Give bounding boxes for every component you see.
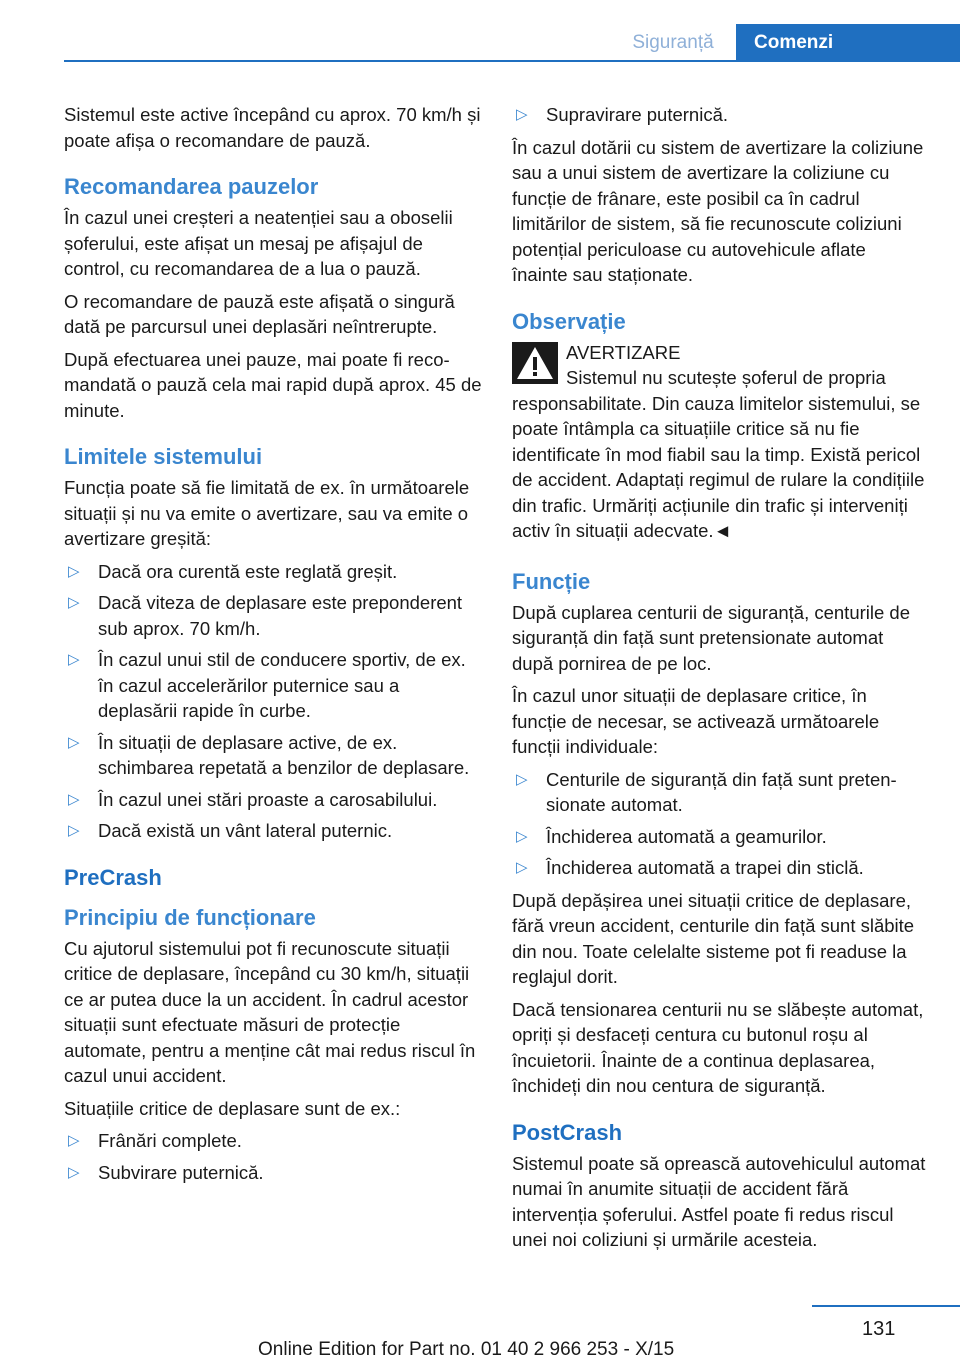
- warning-title: AVERTIZARE: [566, 341, 681, 363]
- footer-divider: [812, 1305, 960, 1307]
- heading-limitele-sistemului: Limitele sistemului: [64, 444, 263, 469]
- paragraph: În cazul unei creșteri a neatenției sau a oboselii șoferului, este afișat un mesaj pe afișajul de control, cu recomandarea de a lua o pauză.: [64, 207, 453, 279]
- heading-postcrash: PostCrash: [512, 1119, 623, 1145]
- limitations-list: [64, 559, 482, 844]
- triangle-right-icon: ▷: [68, 822, 80, 839]
- triangle-right-icon: ▷: [68, 733, 80, 751]
- heading-observatie: Observație: [512, 308, 626, 334]
- triangle-right-icon: ▷: [68, 790, 80, 808]
- paragraph: În cazul unor situații de deplasare critice, în funcție de necesar, se activează următoarele funcții individuale:: [512, 685, 880, 757]
- triangle-right-icon: ▷: [68, 594, 80, 611]
- left-column: [64, 102, 482, 1192]
- triangle-right-icon: ▷: [516, 106, 528, 123]
- header-divider: [64, 60, 960, 62]
- critical-situations-list: [64, 1128, 482, 1185]
- triangle-right-icon: ▷: [68, 1132, 80, 1149]
- intro-paragraph: Sistemul este active începând cu aprox. 70 km/h și poate afișa o recomandare de pauză.: [64, 104, 481, 151]
- paragraph: O recomandare de pauză este afișată o singură dată pe parcursul unei deplasări neîntrerupte.: [64, 290, 455, 337]
- triangle-right-icon: ▷: [516, 770, 528, 788]
- list-item: ▷ În cazul unui stil de conducere sportiv, de ex. în cazul accelerărilor puternice sau a deplasării rapide în curbe.: [68, 649, 466, 721]
- list-item: ▷ Frânări complete.: [64, 1128, 482, 1154]
- list-item: ▷ Închiderea automată a trapei din sticlă.: [512, 855, 926, 881]
- list-item: ▷ Închiderea automată a geamurilor.: [512, 824, 926, 850]
- warning-text: Sistemul nu scutește șoferul de propria responsabilitate. Din cauza limitelor sistemului, se poate întâmpla ca situațiile critice să nu fie identificate în mod fiabil sau la timp. Există pericol de accident. Adaptați regimul de rulare la condițiile din trafic. Urmăriți acțiunile din trafic și interveniți activ în situații adecvate.◄: [512, 367, 925, 541]
- warning-block: [512, 340, 926, 544]
- critical-situations-list-continued: [512, 102, 926, 128]
- paragraph: În cazul dotării cu sistem de avertizare la coliziune sau a unui sistem de avertizare la coliziune cu funcție de frânare, este posibil ca în cadrul limitărilor de sistem, să fie recunoscute coliziuni potențial periculoase cu autovehicule aflate înainte sau staționate.: [512, 136, 924, 285]
- heading-precrash: PreCrash: [64, 864, 162, 890]
- heading-principiu-de-functionare: Principiu de funcționare: [64, 904, 316, 930]
- list-item: ▷ Subvirare puternică.: [64, 1160, 482, 1186]
- triangle-right-icon: ▷: [68, 651, 80, 668]
- list-item: ▷ În situații de deplasare active, de ex. schimbarea repetată a benzilor de deplasare.: [68, 731, 470, 778]
- list-item: ▷ În cazul unei stări proaste a carosabilului.: [64, 787, 482, 813]
- heading-recomandarea-pauzelor: Recomandarea pauzelor: [64, 174, 319, 199]
- triangle-right-icon: ▷: [516, 859, 528, 876]
- page-number: 131: [862, 1318, 896, 1340]
- edition-footer: Online Edition for Part no. 01 40 2 966 253 - X/15: [258, 1339, 675, 1360]
- warning-triangle-icon: [512, 342, 558, 384]
- paragraph: Situațiile critice de deplasare sunt de ex.:: [64, 1097, 401, 1119]
- paragraph: După depășirea unei situații critice de deplasare, fără vreun accident, centurile din față sunt slăbite din nou. Toate celelalte sisteme pot fi readuse la reglajul dorit.: [512, 889, 915, 987]
- functions-list: [512, 767, 926, 881]
- triangle-right-icon: ▷: [516, 827, 528, 845]
- paragraph: Dacă tensionarea centurii nu se slăbește automat, opriți și desfaceți centura cu butonul roșu al încuietorii. Înainte de a continua deplasarea, închideți din nou centura de siguranță.: [512, 998, 924, 1096]
- heading-functie: Funcție: [512, 568, 591, 594]
- paragraph: După cuplarea centurii de siguranță, centurile de siguranță din față sunt pretensionate automat după pornirea de pe loc.: [512, 601, 910, 674]
- list-item: ▷ Dacă ora curentă este reglată greșit.: [64, 559, 482, 585]
- paragraph: După efectuarea unei pauze, mai poate fi recomandată o pauză cela mai rapid după aprox. 45 de minute.: [64, 348, 482, 421]
- right-column: [512, 102, 926, 1260]
- list-item: ▷ Supravirare puternică.: [512, 102, 926, 128]
- section-tab-comenzi[interactable]: Comenzi: [736, 24, 960, 62]
- page-header: [0, 0, 960, 62]
- list-item: ▷ Dacă există un vânt lateral puternic.: [64, 818, 482, 844]
- list-item: ▷ Centurile de siguranță din față sunt pretensionate automat.: [516, 768, 897, 815]
- paragraph: Sistemul poate să oprească autovehiculul automat numai în anumite situații de accident fără intervenția șoferului. Astfel poate fi redus riscul unei noi coliziuni și urmările acesteia.: [512, 1152, 926, 1250]
- paragraph: Cu ajutorul sistemului pot fi recunoscute situații critice de deplasare, începând cu 30 km/h, situații ce ar putea duce la un accident. În cadrul acestor situații sunt efectuate măsuri de protecție automate, pentru a menține cât mai redus riscul în cazul unui accident.: [64, 937, 476, 1086]
- triangle-right-icon: ▷: [68, 1163, 80, 1181]
- paragraph: Funcția poate să fie limitată de ex. în următoarele situații și nu va emite o avertizare, sau va emite o avertizare greșită:: [64, 477, 470, 549]
- section-tab-siguranta[interactable]: Siguranță: [632, 32, 714, 53]
- list-item: ▷ Dacă viteza de deplasare este preponderent sub aprox. 70 km/h.: [68, 592, 463, 639]
- triangle-right-icon: ▷: [68, 562, 80, 580]
